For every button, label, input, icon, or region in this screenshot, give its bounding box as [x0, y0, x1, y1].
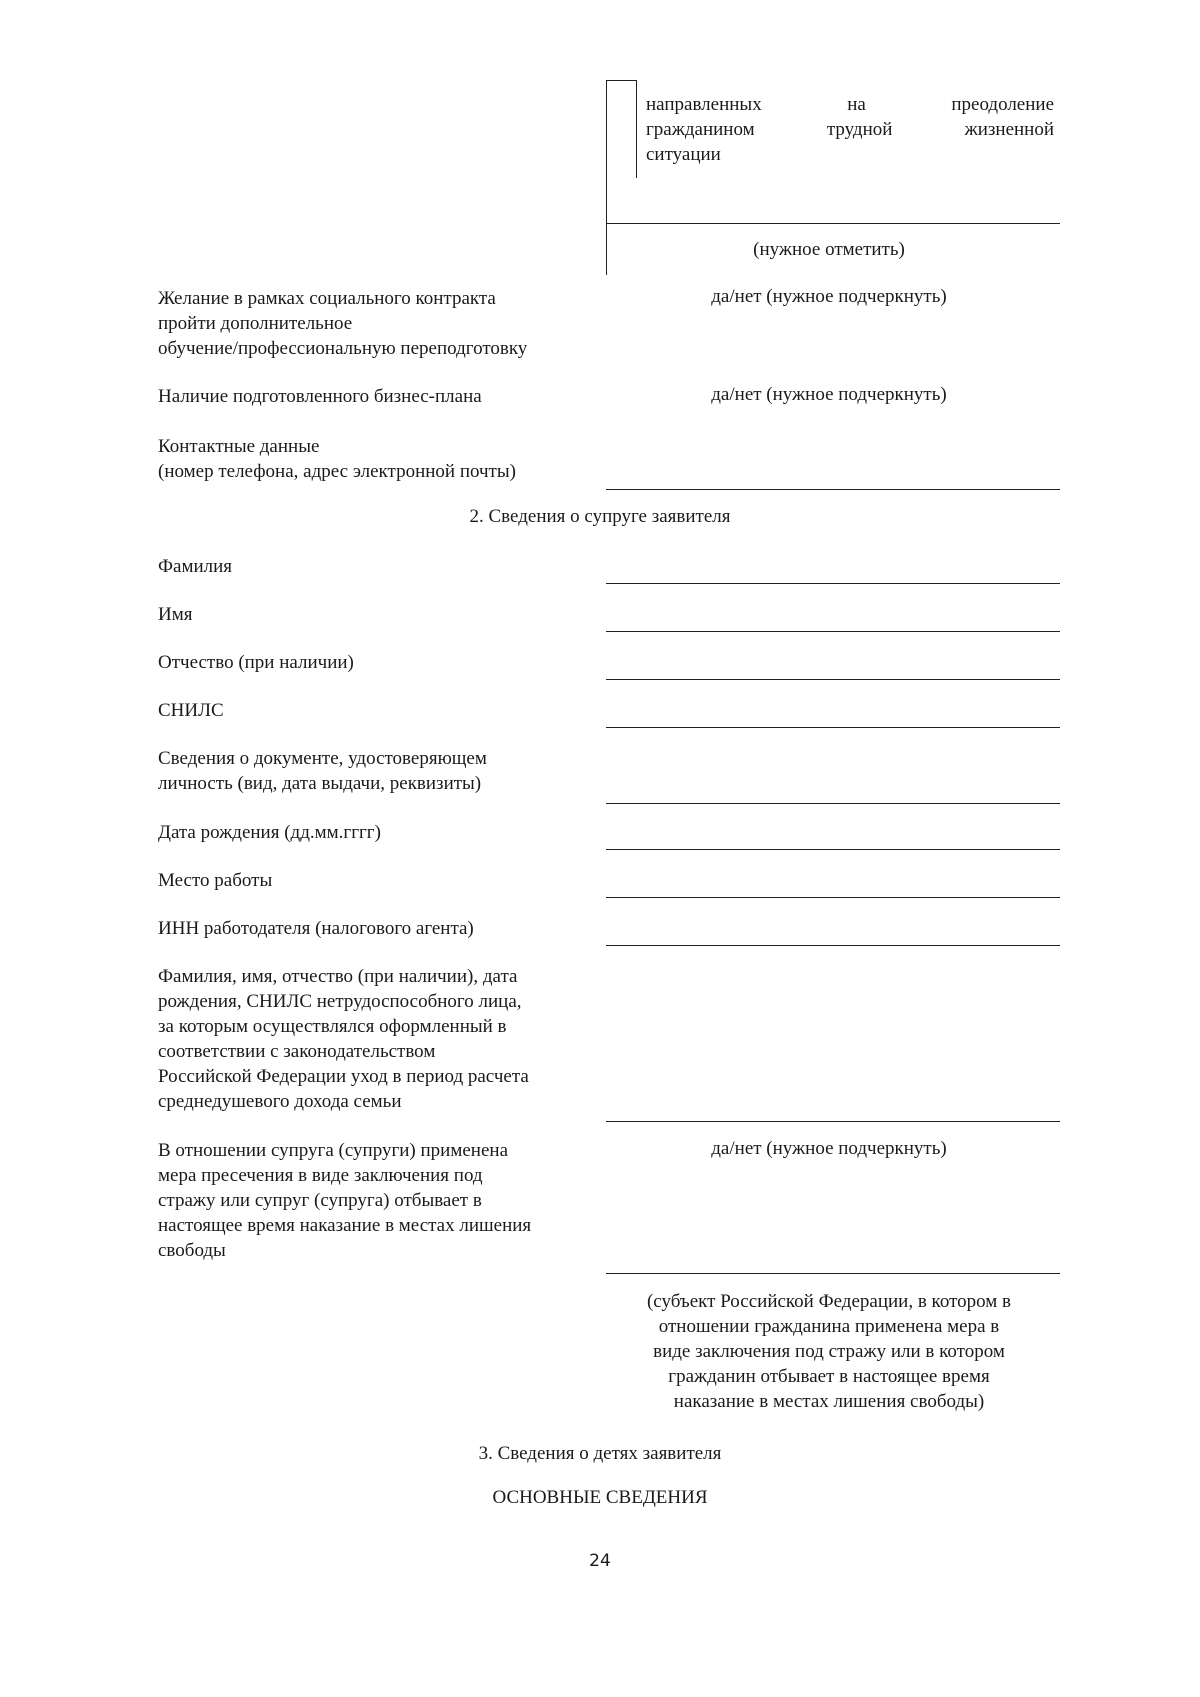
business-plan-answer[interactable]: да/нет (нужное подчеркнуть): [711, 384, 947, 405]
section-3-subtitle: ОСНОВНЫЕ СВЕДЕНИЯ: [492, 1487, 708, 1508]
box-text-row-2: [646, 117, 1054, 142]
box-bottom-line: [606, 223, 1060, 224]
name-label: Имя: [158, 604, 193, 625]
box-word: гражданином: [646, 119, 755, 140]
birth-date-field[interactable]: [606, 849, 1060, 850]
box-text-row-1: [646, 92, 1054, 117]
snils-field[interactable]: [606, 727, 1060, 728]
checkbox[interactable]: [636, 80, 637, 178]
box-word: трудной: [826, 119, 893, 140]
box-text-row-3: ситуации: [646, 144, 721, 165]
box-word: жизненной: [964, 119, 1054, 140]
section-3-title: 3. Сведения о детях заявителя: [478, 1443, 722, 1464]
mark-note: (нужное отметить): [753, 239, 905, 260]
training-label: Желание в рамках социального контракта пройти дополнительное обучение/профессиональную переподготовку: [158, 288, 528, 359]
disabled-person-field[interactable]: [606, 1121, 1060, 1122]
training-answer[interactable]: да/нет (нужное подчеркнуть): [711, 286, 947, 307]
workplace-label: Место работы: [158, 870, 273, 891]
contacts-field[interactable]: [606, 489, 1060, 490]
contacts-label: Контактные данные (номер телефона, адрес электронной почты): [158, 436, 516, 482]
box-word: преодоление: [951, 94, 1054, 115]
id-document-label: Сведения о документе, удостоверяющем личность (вид, дата выдачи, реквизиты): [158, 748, 487, 794]
patronymic-field[interactable]: [606, 679, 1060, 680]
box-word: на: [847, 94, 866, 115]
employer-inn-field[interactable]: [606, 945, 1060, 946]
patronymic-label: Отчество (при наличии): [158, 652, 354, 673]
custody-region-field[interactable]: [606, 1273, 1060, 1274]
employer-inn-label: ИНН работодателя (налогового агента): [158, 918, 474, 939]
section-2-title: 2. Сведения о супруге заявителя: [469, 506, 731, 527]
surname-label: Фамилия: [158, 556, 233, 577]
custody-answer[interactable]: да/нет (нужное подчеркнуть): [711, 1138, 947, 1159]
page-number: 24: [589, 1551, 611, 1571]
birth-date-label: Дата рождения (дд.мм.гггг): [158, 822, 381, 843]
business-plan-label: Наличие подготовленного бизнес-плана: [158, 386, 482, 407]
snils-label: СНИЛС: [158, 700, 224, 721]
disabled-person-label: Фамилия, имя, отчество (при наличии), дата рождения, СНИЛС нетрудоспособного лица, за которым осуществлялся оформленный в соответствии с законодательством Российской Федерации уход в период расчета среднедушевого дохода семьи: [158, 966, 529, 1112]
workplace-field[interactable]: [606, 897, 1060, 898]
custody-region-note: (субъект Российской Федерации, в котором в отношении гражданина применена мера в виде заключения под стражу или в котором гражданин отбывает в настоящее время наказание в местах лишения свободы): [646, 1291, 1012, 1412]
box-word: направленных: [646, 94, 762, 115]
surname-field[interactable]: [606, 583, 1060, 584]
name-field[interactable]: [606, 631, 1060, 632]
custody-label: В отношении супруга (супруги) применена мера пресечения в виде заключения под стражу или супруг (супруга) отбывает в настоящее время наказание в местах лишения свободы: [158, 1140, 532, 1261]
id-document-field[interactable]: [606, 803, 1060, 804]
checkbox-top-edge: [606, 80, 636, 81]
